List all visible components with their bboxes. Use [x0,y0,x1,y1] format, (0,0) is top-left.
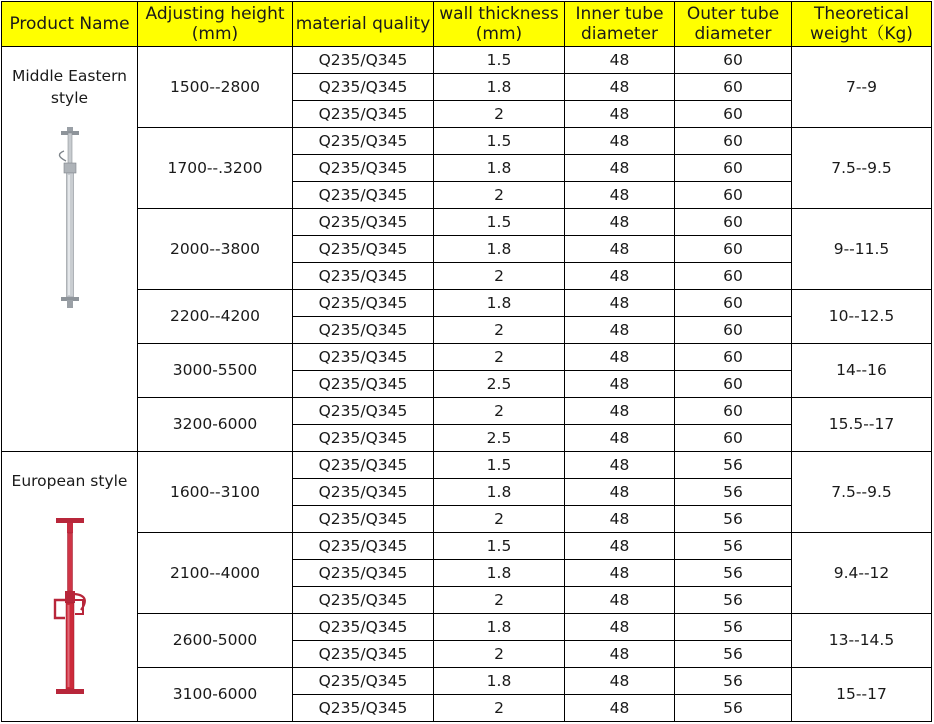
inner-tube-diameter-cell: 48 [565,209,675,236]
outer-tube-diameter-cell: 60 [675,344,792,371]
material-quality-cell: Q235/Q345 [293,47,434,74]
outer-tube-diameter-cell: 60 [675,398,792,425]
inner-tube-diameter-cell: 48 [565,371,675,398]
inner-tube-diameter-cell: 48 [565,425,675,452]
wall-thickness-cell: 2 [434,344,565,371]
inner-tube-diameter-cell: 48 [565,290,675,317]
outer-tube-diameter-cell: 60 [675,317,792,344]
inner-tube-diameter-cell: 48 [565,614,675,641]
theoretical-weight-cell: 9.4--12 [792,533,932,614]
material-quality-cell: Q235/Q345 [293,452,434,479]
outer-tube-diameter-cell: 60 [675,47,792,74]
wall-thickness-cell: 2 [434,587,565,614]
header-theoretical-weight: Theoretical weight（Kg) [792,2,932,47]
outer-tube-diameter-cell: 60 [675,425,792,452]
inner-tube-diameter-cell: 48 [565,641,675,668]
material-quality-cell: Q235/Q345 [293,614,434,641]
material-quality-cell: Q235/Q345 [293,533,434,560]
table-row [2,452,932,479]
material-quality-cell: Q235/Q345 [293,317,434,344]
wall-thickness-cell: 2 [434,182,565,209]
table-row [2,614,932,641]
inner-tube-diameter-cell: 48 [565,263,675,290]
adjusting-height-cell: 3200-6000 [138,398,293,452]
inner-tube-diameter-cell: 48 [565,344,675,371]
wall-thickness-cell: 2 [434,506,565,533]
outer-tube-diameter-cell: 56 [675,479,792,506]
material-quality-cell: Q235/Q345 [293,209,434,236]
material-quality-cell: Q235/Q345 [293,155,434,182]
outer-tube-diameter-cell: 60 [675,290,792,317]
wall-thickness-cell: 1.8 [434,236,565,263]
material-quality-cell: Q235/Q345 [293,479,434,506]
inner-tube-diameter-cell: 48 [565,479,675,506]
wall-thickness-cell: 2 [434,263,565,290]
material-quality-cell: Q235/Q345 [293,101,434,128]
wall-thickness-cell: 1.5 [434,128,565,155]
adjusting-height-cell: 2100--4000 [138,533,293,614]
material-quality-cell: Q235/Q345 [293,236,434,263]
material-quality-cell: Q235/Q345 [293,560,434,587]
outer-tube-diameter-cell: 56 [675,587,792,614]
outer-tube-diameter-cell: 60 [675,371,792,398]
wall-thickness-cell: 2 [434,398,565,425]
inner-tube-diameter-cell: 48 [565,695,675,722]
product-name-cell [2,452,138,722]
theoretical-weight-cell: 14--16 [792,344,932,398]
wall-thickness-cell: 1.8 [434,668,565,695]
inner-tube-diameter-cell: 48 [565,560,675,587]
table-row [2,128,932,155]
wall-thickness-cell: 2 [434,317,565,344]
inner-tube-diameter-cell: 48 [565,668,675,695]
outer-tube-diameter-cell: 56 [675,452,792,479]
header-outer-tube-diameter: Outer tube diameter [675,2,792,47]
inner-tube-diameter-cell: 48 [565,533,675,560]
inner-tube-diameter-cell: 48 [565,155,675,182]
outer-tube-diameter-cell: 56 [675,560,792,587]
outer-tube-diameter-cell: 56 [675,614,792,641]
wall-thickness-cell: 1.8 [434,74,565,101]
table-row [2,344,932,371]
header-product-name: Product Name [2,2,138,47]
inner-tube-diameter-cell: 48 [565,587,675,614]
adjusting-height-cell: 1500--2800 [138,47,293,128]
table-body [2,47,932,722]
header-adjusting-height: Adjusting height (mm) [138,2,293,47]
header-material-quality: material quality [293,2,434,47]
wall-thickness-cell: 1.5 [434,533,565,560]
theoretical-weight-cell: 7.5--9.5 [792,452,932,533]
inner-tube-diameter-cell: 48 [565,47,675,74]
theoretical-weight-cell: 7.5--9.5 [792,128,932,209]
adjusting-height-cell: 1600--3100 [138,452,293,533]
inner-tube-diameter-cell: 48 [565,74,675,101]
material-quality-cell: Q235/Q345 [293,371,434,398]
theoretical-weight-cell: 13--14.5 [792,614,932,668]
wall-thickness-cell: 1.8 [434,479,565,506]
table-row [2,209,932,236]
table-row [2,290,932,317]
material-quality-cell: Q235/Q345 [293,506,434,533]
wall-thickness-cell: 1.8 [434,155,565,182]
material-quality-cell: Q235/Q345 [293,668,434,695]
inner-tube-diameter-cell: 48 [565,317,675,344]
inner-tube-diameter-cell: 48 [565,398,675,425]
outer-tube-diameter-cell: 60 [675,101,792,128]
outer-tube-diameter-cell: 60 [675,155,792,182]
material-quality-cell: Q235/Q345 [293,128,434,155]
inner-tube-diameter-cell: 48 [565,128,675,155]
outer-tube-diameter-cell: 56 [675,668,792,695]
product-name-label: European style [11,472,128,490]
inner-tube-diameter-cell: 48 [565,506,675,533]
outer-tube-diameter-cell: 60 [675,209,792,236]
material-quality-cell: Q235/Q345 [293,641,434,668]
wall-thickness-cell: 2 [434,641,565,668]
table-row [2,533,932,560]
adjusting-height-cell: 3100-6000 [138,668,293,722]
theoretical-weight-cell: 15--17 [792,668,932,722]
material-quality-cell: Q235/Q345 [293,182,434,209]
outer-tube-diameter-cell: 60 [675,263,792,290]
table-header [2,2,932,47]
wall-thickness-cell: 1.5 [434,452,565,479]
header-wall-thickness: wall thickness (mm) [434,2,565,47]
theoretical-weight-cell: 7--9 [792,47,932,128]
material-quality-cell: Q235/Q345 [293,263,434,290]
silver-steel-prop-image [50,125,90,315]
wall-thickness-cell: 2 [434,101,565,128]
product-name-label: Middle Eastern style [11,67,128,107]
outer-tube-diameter-cell: 56 [675,533,792,560]
inner-tube-diameter-cell: 48 [565,236,675,263]
red-steel-prop-image [45,516,95,706]
inner-tube-diameter-cell: 48 [565,101,675,128]
outer-tube-diameter-cell: 56 [675,641,792,668]
adjusting-height-cell: 2000--3800 [138,209,293,290]
material-quality-cell: Q235/Q345 [293,74,434,101]
header-inner-tube-diameter: Inner tube diameter [565,2,675,47]
wall-thickness-cell: 1.8 [434,614,565,641]
material-quality-cell: Q235/Q345 [293,425,434,452]
product-name-cell [2,47,138,452]
table-row [2,398,932,425]
adjusting-height-cell: 2200--4200 [138,290,293,344]
material-quality-cell: Q235/Q345 [293,344,434,371]
material-quality-cell: Q235/Q345 [293,398,434,425]
outer-tube-diameter-cell: 60 [675,128,792,155]
adjusting-height-cell: 2600-5000 [138,614,293,668]
inner-tube-diameter-cell: 48 [565,182,675,209]
spec-table [1,1,932,722]
wall-thickness-cell: 1.5 [434,47,565,74]
material-quality-cell: Q235/Q345 [293,587,434,614]
outer-tube-diameter-cell: 60 [675,74,792,101]
wall-thickness-cell: 2.5 [434,425,565,452]
theoretical-weight-cell: 10--12.5 [792,290,932,344]
outer-tube-diameter-cell: 56 [675,695,792,722]
table-row [2,668,932,695]
wall-thickness-cell: 1.8 [434,290,565,317]
adjusting-height-cell: 1700--.3200 [138,128,293,209]
header-row [2,2,932,47]
material-quality-cell: Q235/Q345 [293,695,434,722]
wall-thickness-cell: 2 [434,695,565,722]
theoretical-weight-cell: 15.5--17 [792,398,932,452]
theoretical-weight-cell: 9--11.5 [792,209,932,290]
wall-thickness-cell: 2.5 [434,371,565,398]
adjusting-height-cell: 3000-5500 [138,344,293,398]
wall-thickness-cell: 1.5 [434,209,565,236]
table-row [2,47,932,74]
inner-tube-diameter-cell: 48 [565,452,675,479]
outer-tube-diameter-cell: 56 [675,506,792,533]
outer-tube-diameter-cell: 60 [675,236,792,263]
wall-thickness-cell: 1.8 [434,560,565,587]
outer-tube-diameter-cell: 60 [675,182,792,209]
material-quality-cell: Q235/Q345 [293,290,434,317]
